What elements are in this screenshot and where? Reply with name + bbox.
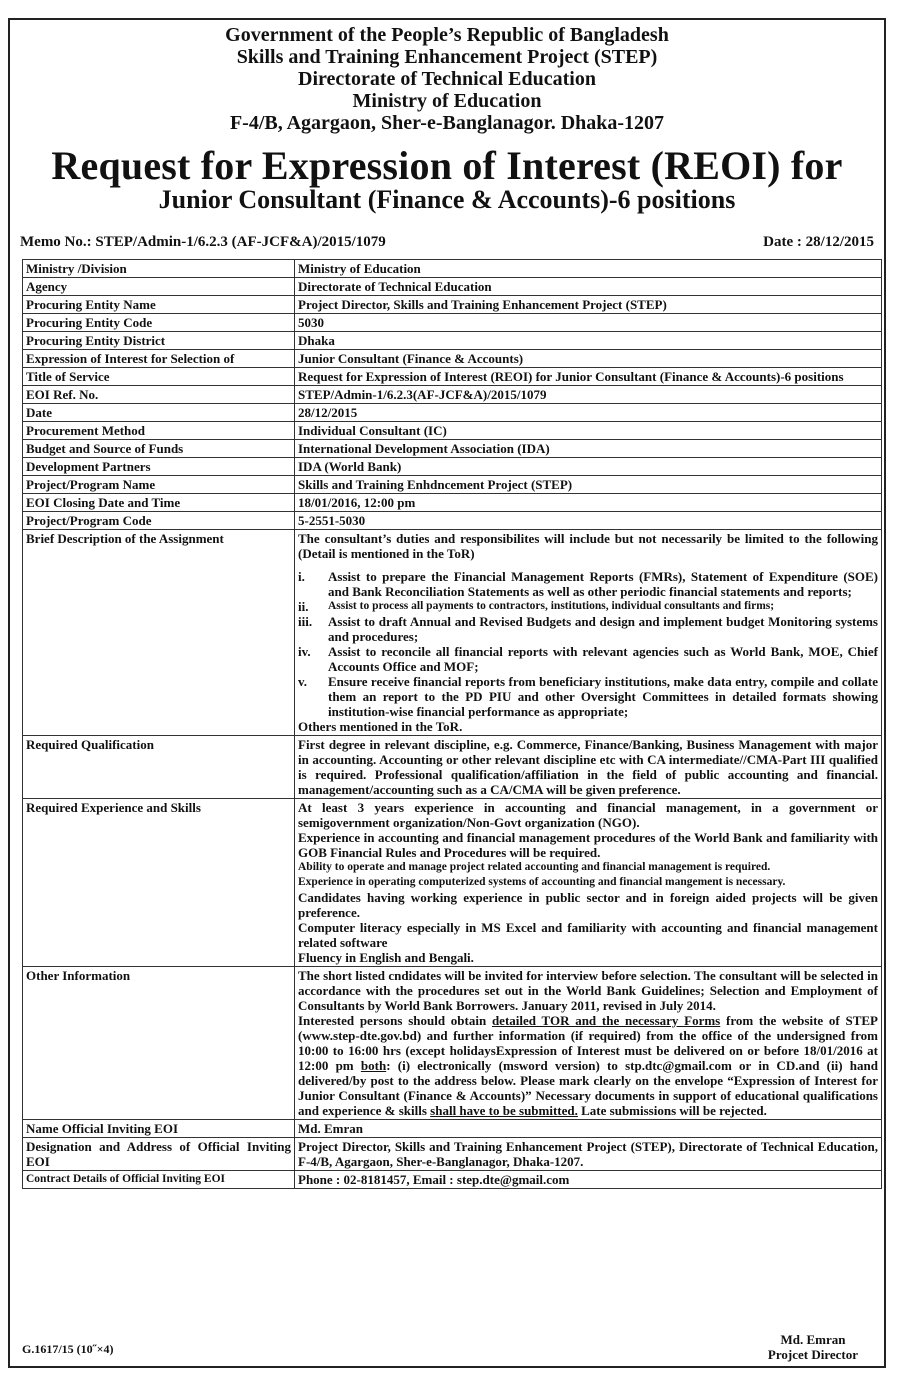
- row-key: Brief Description of the Assignment: [23, 530, 295, 736]
- row-value: Individual Consultant (IC): [295, 422, 882, 440]
- row-value: 18/01/2016, 12:00 pm: [295, 494, 882, 512]
- table-row: [23, 512, 882, 530]
- table-row: [23, 296, 882, 314]
- assignment-outro: Others mentioned in the ToR.: [298, 719, 463, 734]
- assignment-intro: The consultant’s duties and responsibilites will include but not necessarily be limited to the following (Detail is mentioned in the ToR): [298, 531, 878, 561]
- header: [10, 24, 884, 214]
- assignment-description: [295, 530, 882, 736]
- row-value: Project Director, Skills and Training Enhancement Project (STEP): [295, 296, 882, 314]
- row-key: Agency: [23, 278, 295, 296]
- row-key: Required Experience and Skills: [23, 799, 295, 967]
- row-value: Junior Consultant (Finance & Accounts): [295, 350, 882, 368]
- row-value: Ministry of Education: [295, 260, 882, 278]
- header-project: Skills and Training Enhancement Project (STEP): [236, 46, 658, 68]
- eoi-table: [22, 259, 882, 1189]
- row-key: EOI Closing Date and Time: [23, 494, 295, 512]
- row-value: STEP/Admin-1/6.2.3(AF-JCF&A)/2015/1079: [295, 386, 882, 404]
- row-key: Procuring Entity District: [23, 332, 295, 350]
- row-value: International Development Association (IDA): [295, 440, 882, 458]
- signature-block: [768, 1332, 858, 1362]
- print-code: G.1617/15 (10˝×4): [22, 1342, 114, 1356]
- memo-row: [20, 234, 874, 251]
- table-row: [23, 440, 882, 458]
- table-row: [23, 350, 882, 368]
- table-row: [23, 314, 882, 332]
- list-item: ii. Assist to process all payments to contractors, institutions, individual consultants and firms;: [298, 599, 775, 614]
- row-key: Designation and Address of Official Inviting EOI: [23, 1138, 295, 1171]
- list-item: v. Ensure receive financial reports from beneficiary institutions, make data entry, compile and collate them an report to the PD PIU and other Oversight Committees in detailed formats showing institution-wise financial performance as appropriate;: [298, 674, 878, 719]
- row-value: 5030: [295, 314, 882, 332]
- table-row: [23, 1138, 882, 1171]
- row-value: Skills and Training Enhdncement Project (STEP): [295, 476, 882, 494]
- row-key: EOI Ref. No.: [23, 386, 295, 404]
- signer-name: Md. Emran: [780, 1332, 846, 1347]
- row-value: 28/12/2015: [295, 404, 882, 422]
- signer-title: Projcet Director: [767, 1347, 858, 1362]
- table-row: [23, 260, 882, 278]
- row-value: Directorate of Technical Education: [295, 278, 882, 296]
- table-row: [23, 404, 882, 422]
- table-row: [23, 386, 882, 404]
- table-row: [23, 1120, 882, 1138]
- header-government: Government of the People’s Republic of Bangladesh: [225, 24, 669, 46]
- row-key: Name Official Inviting EOI: [23, 1120, 295, 1138]
- table-row: [23, 278, 882, 296]
- advertisement-page: [8, 18, 886, 1368]
- table-row: [23, 332, 882, 350]
- row-key: Development Partners: [23, 458, 295, 476]
- table-row: [23, 476, 882, 494]
- table-row: [23, 368, 882, 386]
- page-subtitle: Junior Consultant (Finance & Accounts)-6 positions: [158, 185, 736, 214]
- experience-details: At least 3 years experience in accounting and financial management, in a government or semigovernment organization/Non-Govt organization (NGO). Experience in accounting and financial management procedures of the World Bank and familiarity with GOB Financial Rules and Procedures will be required. Ability to operate and manage project related accounting and financial management is required. Experience in operating computerized systems of accounting and financial mangement is necessary. Candidates having working experience in public sector and in foreign aided projects will be given preference. Computer literacy especially in MS Excel and familiarity with accounting and financial management related software Fluency in English and Bengali.: [295, 799, 882, 967]
- row-key: Project/Program Name: [23, 476, 295, 494]
- table-row: [23, 458, 882, 476]
- row-key: Date: [23, 404, 295, 422]
- assignment-row: [23, 530, 882, 736]
- qualification-row: [23, 736, 882, 799]
- row-key: Procuring Entity Name: [23, 296, 295, 314]
- row-value: IDA (World Bank): [295, 458, 882, 476]
- header-address: F-4/B, Agargaon, Sher-e-Banglanagor. Dhaka-1207: [229, 112, 665, 134]
- row-key: Required Qualification: [23, 736, 295, 799]
- table-row: [23, 494, 882, 512]
- row-value: Project Director, Skills and Training Enhancement Project (STEP), Directorate of Technical Education, F-4/B, Agargaon, Sher-e-Banglanagor, Dhaka-1207.: [295, 1138, 882, 1171]
- row-key: Title of Service: [23, 368, 295, 386]
- row-key: Budget and Source of Funds: [23, 440, 295, 458]
- row-key: Project/Program Code: [23, 512, 295, 530]
- table-row: [23, 1171, 882, 1189]
- row-key: Procuring Entity Code: [23, 314, 295, 332]
- list-item: i. Assist to prepare the Financial Management Reports (FMRs), Statement of Expenditure (SOE) and Bank Reconciliation Statements as well as other periodic financial statements and reports;: [298, 569, 878, 599]
- memo-date: Date : 28/12/2015: [763, 234, 874, 250]
- row-value: Md. Emran: [295, 1120, 882, 1138]
- row-key: Contract Details of Official Inviting EOI: [23, 1171, 295, 1189]
- row-value: Phone : 02-8181457, Email : step.dte@gmail.com: [295, 1171, 882, 1189]
- header-ministry: Ministry of Education: [352, 90, 542, 112]
- row-key: Ministry /Division: [23, 260, 295, 278]
- experience-row: [23, 799, 882, 967]
- table-row: [23, 422, 882, 440]
- row-key: Procurement Method: [23, 422, 295, 440]
- assignment-list: [298, 569, 878, 719]
- other-info-row: [23, 967, 882, 1120]
- row-key: Other Information: [23, 967, 295, 1120]
- page-title: Request for Expression of Interest (REOI) for: [51, 143, 843, 188]
- list-item: iv. Assist to reconcile all financial reports with relevant agencies such as World Bank, MOE, Chief Accounts Office and MOF;: [298, 644, 878, 674]
- row-value: Dhaka: [295, 332, 882, 350]
- row-key: Expression of Interest for Selection of: [23, 350, 295, 368]
- header-directorate: Directorate of Technical Education: [298, 68, 596, 90]
- row-value: 5-2551-5030: [295, 512, 882, 530]
- memo-number: Memo No.: STEP/Admin-1/6.2.3 (AF-JCF&A)/2015/1079: [20, 234, 386, 250]
- other-info-details: The short listed cndidates will be invited for interview before selection. The consultant will be selected in accordance with the procedures set out in the World Bank Guidelines; Selection and Employment of Consultants by World Bank Borrowers. January 2011, revised in July 2014. Interested persons should obtain detailed TOR and the necessary Forms from the website of STEP (www.step-dte.gov.bd) and further information (if required) from the office of the undersigned from 10:00 to 16:00 hrs (except holidaysExpression of Interest must be delivered on or before 18/01/2016 at 12:00 pm both: (i) electronically (msword version) to stp.dtc@gmail.com or in CD.and (ii) hand delivered/by post to the address below. Please mark clearly on the envelope “Expression of Interest for Junior Consultant (Finance & Accounts)” Necessary documents in support of educational qualifications and experience & skills shall have to be submitted. Late submissions will be rejected.: [295, 967, 882, 1120]
- row-value: First degree in relevant discipline, e.g. Commerce, Finance/Banking, Business Management with major in accounting. Accounting or other relevant discipline etc with CA intermediate//CMA-Part III qualified is required. Professional qualification/affiliation in the field of public accounting and financial. management/accounting such as a CA/CMA will be given preference.: [295, 736, 882, 799]
- row-value: Request for Expression of Interest (REOI) for Junior Consultant (Finance & Accounts)-6 positions: [295, 368, 882, 386]
- list-item: iii. Assist to draft Annual and Revised Budgets and design and implement budget Monitoring systems and procedures;: [298, 614, 878, 644]
